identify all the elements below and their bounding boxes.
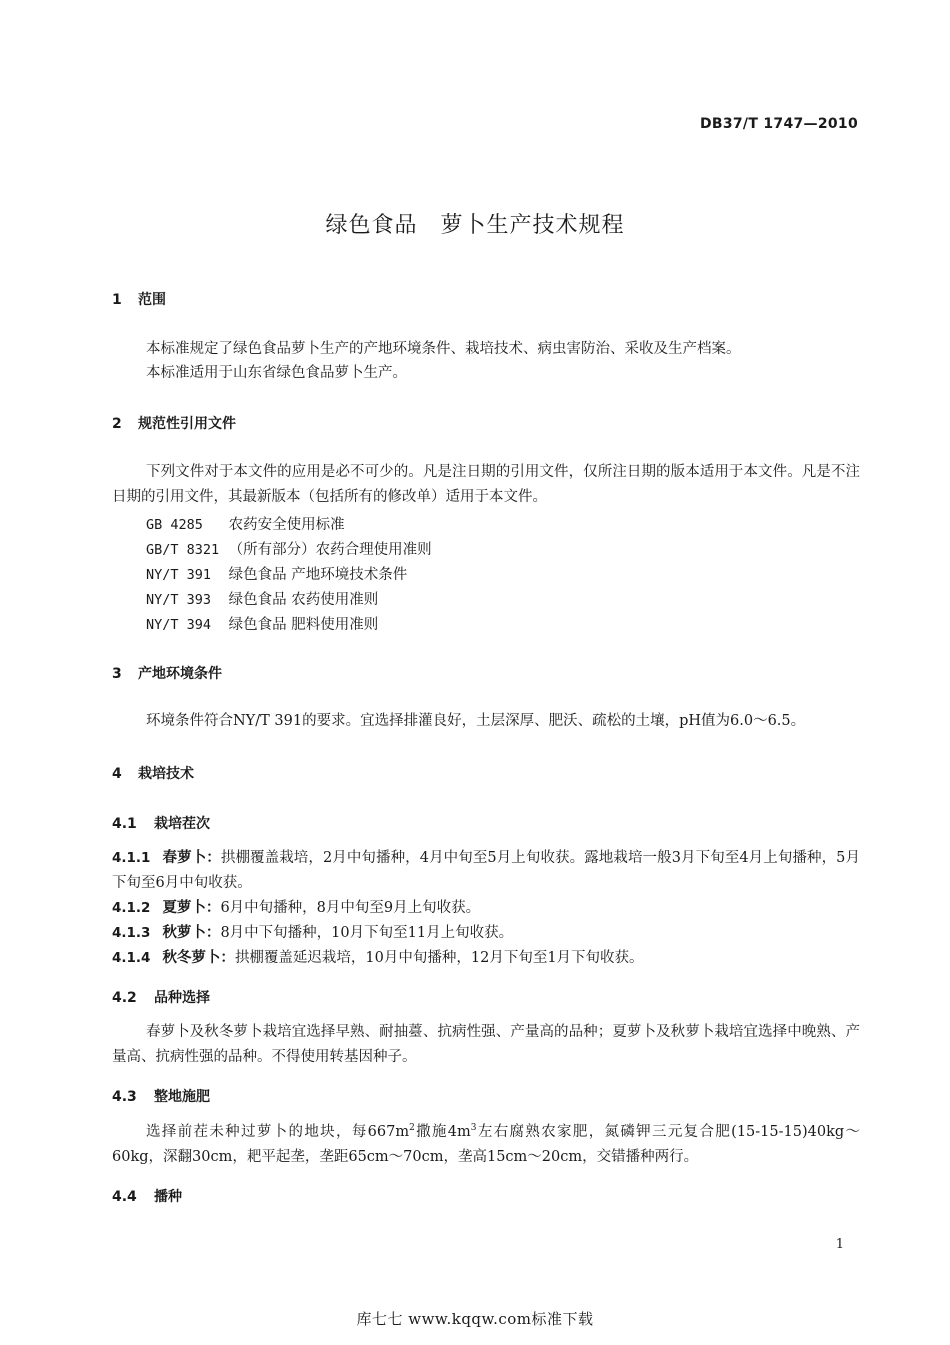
section-4-2-paragraph: 春萝卜及秋冬萝卜栽培宜选择早熟、耐抽薹、抗病性强、产量高的品种；夏萝卜及秋萝卜栽培宜选择中晚熟、产量高、抗病性强的品种。不得使用转基因种子。 [112, 1024, 860, 1065]
section-title: 播种 [154, 1189, 182, 1205]
clause-text: 拱棚覆盖栽培，2月中旬播种，4月中旬至5月上旬收获。露地栽培一般3月下旬至4月上旬播种，5月下旬至6月中旬收获。 [112, 850, 860, 891]
reference-name: 绿色食品 产地环境技术条件 [228, 567, 408, 583]
clause-item [112, 896, 860, 921]
reference-name: 绿色食品 肥料使用准则 [228, 617, 379, 633]
reference-item [146, 563, 407, 584]
reference-name: 绿色食品 农药使用准则 [228, 592, 379, 608]
reference-code: NY/T 393 [146, 592, 212, 608]
section-3-heading [112, 663, 222, 683]
reference-item [146, 538, 432, 559]
reference-code: NY/T 394 [146, 617, 212, 633]
section-4-3-heading [112, 1086, 210, 1106]
section-4-3-paragraph [112, 1120, 860, 1170]
clause-name: 春萝卜： [162, 850, 221, 866]
reference-item [146, 513, 345, 534]
section-3-paragraph-1: 环境条件符合NY/T 391的要求。宜选择排灌良好，土层深厚、肥沃、疏松的土壤，pH值为6.0～6.5。 [146, 713, 806, 729]
clause-item [112, 921, 860, 946]
section-title: 栽培茬次 [154, 816, 210, 832]
section-2-heading [112, 413, 236, 433]
footer-watermark: 库七七 www.kqqw.com标准下载 [356, 1310, 594, 1328]
section-title: 范围 [138, 292, 166, 308]
superscript: 3 [470, 1123, 477, 1134]
reference-item [146, 588, 378, 609]
section-title: 规范性引用文件 [138, 416, 236, 432]
standard-code: DB37/T 1747—2010 [699, 116, 858, 132]
section-number: 4.4 [112, 1189, 137, 1205]
clause-text: 拱棚覆盖延迟栽培，10月中旬播种，12月下旬至1月下旬收获。 [234, 950, 644, 966]
reference-name: 农药安全使用标准 [228, 517, 345, 533]
section-number: 2 [112, 416, 122, 432]
clause-number: 4.1.1 [112, 850, 151, 866]
section-number: 4.1 [112, 816, 137, 832]
section-title: 整地施肥 [154, 1089, 210, 1105]
section-number: 4 [112, 766, 122, 782]
text-run: 选择前茬未种过萝卜的地块，每667m [146, 1124, 410, 1140]
section-1-paragraph-2: 本标准适用于山东省绿色食品萝卜生产。 [146, 365, 407, 381]
section-title: 产地环境条件 [138, 666, 222, 682]
section-number: 4.2 [112, 990, 137, 1006]
section-2-paragraph-1: 下列文件对于本文件的应用是必不可少的。凡是注日期的引用文件，仅所注日期的版本适用于本文件。凡是不注日期的引用文件，其最新版本（包括所有的修改单）适用于本文件。 [112, 464, 860, 505]
clause-name: 夏萝卜： [162, 900, 221, 916]
clause-item [112, 846, 860, 896]
reference-code: GB 4285 [146, 517, 203, 533]
superscript: 2 [409, 1123, 415, 1134]
clause-name: 秋萝卜： [162, 925, 221, 941]
section-number: 1 [112, 292, 122, 308]
reference-code: NY/T 391 [146, 567, 212, 583]
section-4-2-heading [112, 987, 210, 1007]
document-title: 绿色食品 萝卜生产技术规程 [325, 213, 625, 238]
clause-number: 4.1.3 [112, 925, 151, 941]
section-1-heading [112, 289, 166, 309]
reference-item [146, 613, 378, 634]
section-title: 栽培技术 [138, 766, 194, 782]
clause-number: 4.1.2 [112, 900, 151, 916]
section-number: 3 [112, 666, 122, 682]
page-number: 1 [835, 1237, 844, 1252]
section-title: 品种选择 [154, 990, 210, 1006]
clause-name: 秋冬萝卜： [162, 950, 235, 966]
section-4-heading [112, 763, 194, 783]
text-run: 撒施4m [414, 1124, 471, 1140]
section-1-paragraph-1: 本标准规定了绿色食品萝卜生产的产地环境条件、栽培技术、病虫害防治、采收及生产档案。 [146, 341, 741, 357]
reference-code: GB/T 8321 [146, 542, 220, 558]
section-4-4-heading [112, 1186, 182, 1206]
clause-item [112, 946, 860, 971]
clause-text: 8月中下旬播种，10月下旬至11月上旬收获。 [220, 925, 514, 941]
section-number: 4.3 [112, 1089, 137, 1105]
clause-number: 4.1.4 [112, 950, 151, 966]
section-4-1-heading [112, 813, 210, 833]
text-run: 左右腐熟农家肥，氮磷钾三元复合肥(15-15-15)40kg～60kg，深翻30cm，耙平起垄，垄距65cm～70cm，垄高15cm～20cm，交错播种两行。 [112, 1124, 860, 1165]
reference-name: （所有部分）农药合理使用准则 [228, 542, 432, 558]
clause-text: 6月中旬播种，8月中旬至9月上旬收获。 [220, 900, 481, 916]
